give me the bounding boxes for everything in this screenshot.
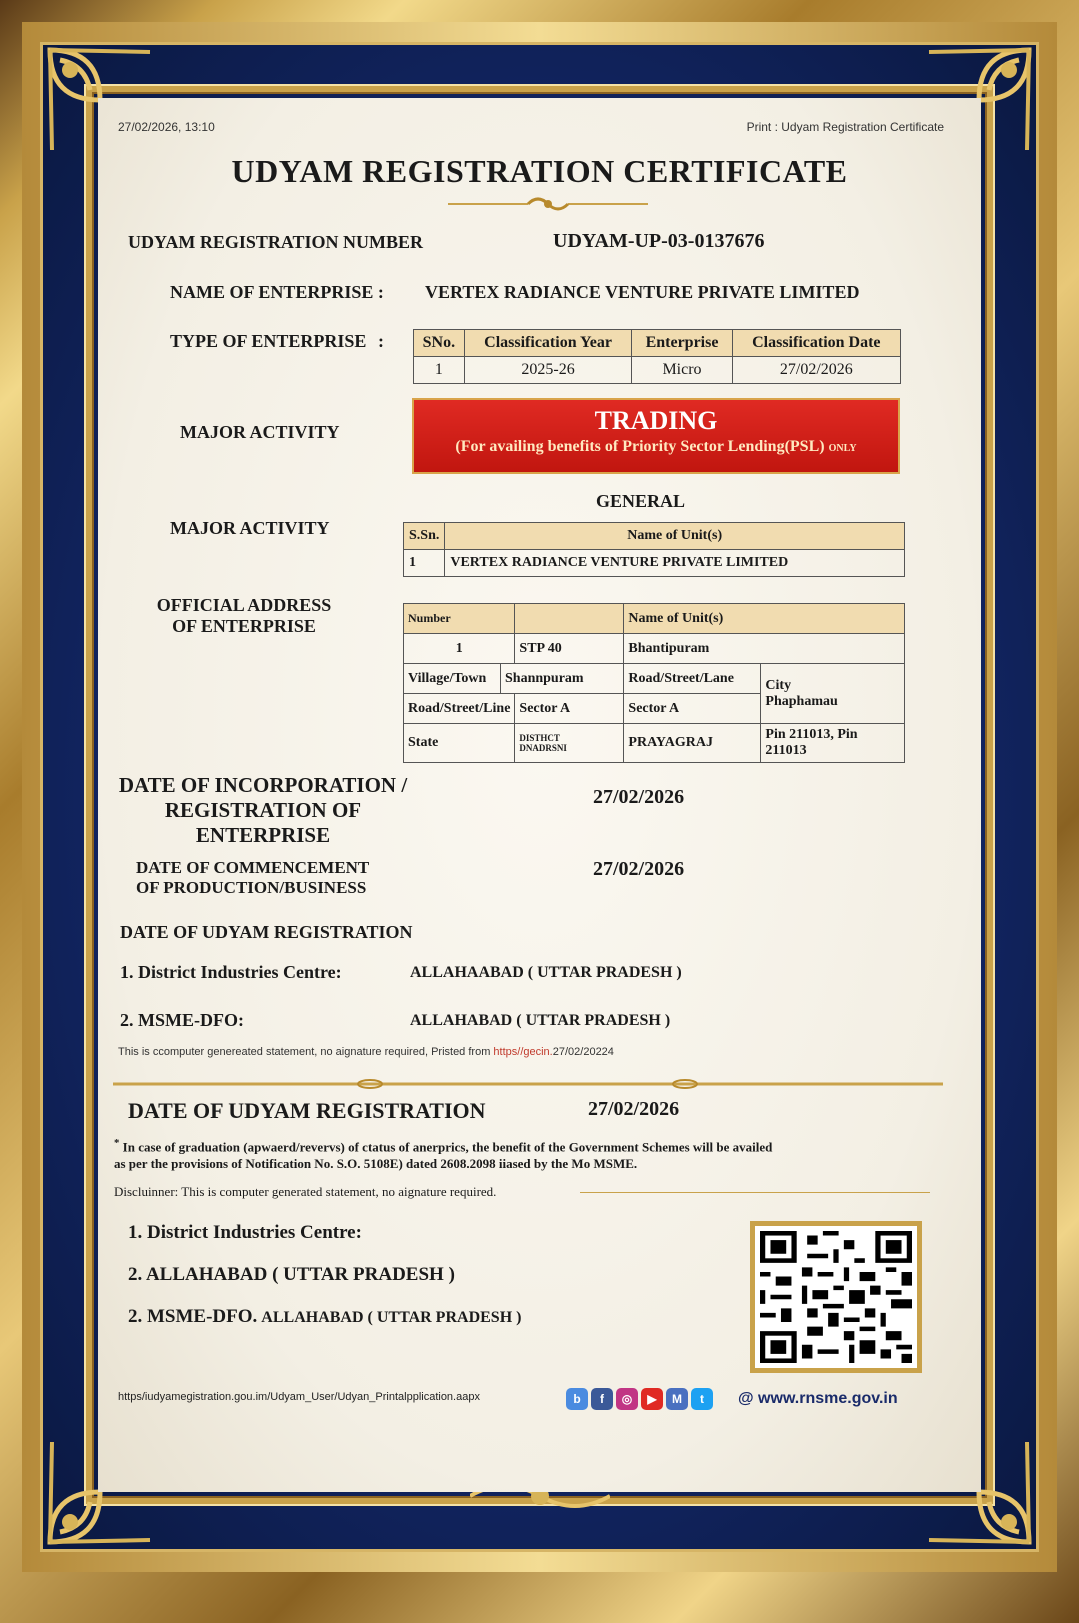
table-cell: VERTEX RADIANCE VENTURE PRIVATE LIMITED [445,550,905,577]
statement-date: 27/02/20224 [552,1046,614,1058]
type-of-enterprise-colon: : [378,331,384,351]
certificate-paper [98,98,981,1492]
table-cell: Shannpuram [501,664,624,694]
commencement-label-line1: DATE OF COMMENCEMENT [136,858,370,877]
disclaimer-rule [580,1192,930,1193]
address-table [403,603,905,763]
dic-label: 1. District Industries Centre: [120,962,342,982]
print-label: Print : Udyam Registration Certificate [746,120,944,134]
official-address-label-line1: OFFICIAL ADDRESS [156,595,332,615]
bottom-dfo-value: ALLAHABAD ( UTTAR PRADESH ) [261,1309,522,1326]
table-row [404,634,905,664]
table-cell: Micro [632,357,732,384]
table-cell: 2025-26 [464,357,632,384]
table-header: Name of Unit(s) [445,523,905,550]
bottom-dfo-label: 2. MSME-DFO. [128,1306,258,1327]
general-major-activity-label: MAJOR ACTIVITY [170,518,330,538]
classification-table [413,329,901,384]
table-header: Enterprise [632,330,732,357]
facebook-icon[interactable]: f [591,1388,613,1410]
table-cell: Sector A [515,694,624,724]
incorporation-label [113,773,413,848]
dic-value: ALLAHAABAD ( UTTAR PRADESH ) [410,964,682,981]
table-row [414,357,901,384]
incorporation-label-line1: DATE OF INCORPORATION / [118,773,408,797]
enterprise-name-value: VERTEX RADIANCE VENTURE PRIVATE LIMITED [425,282,860,302]
table-cell: STP 40 [515,634,624,664]
incorporation-label-line2: REGISTRATION OF [164,798,362,822]
table-row [404,550,905,577]
graduation-line1-text: In case of graduation (apwaerd/revervs) of ctatus of anerprics, the benefit of the Government Schemes will be availed [122,1139,773,1155]
incorporation-date: 27/02/2026 [593,786,685,808]
registration-number-value: UDYAM-UP-03-0137676 [553,230,765,252]
table-row [404,724,905,763]
table-row [404,664,905,694]
major-activity-label: MAJOR ACTIVITY [180,422,340,442]
table-header: Classification Year [464,330,632,357]
incorporation-label-line3: ENTERPRISE [195,823,331,847]
print-url[interactable]: https/iudyamegistration.gou.im/Udyam_User/Udyan_Printalpplication.aapx [118,1391,480,1403]
city-label: City [765,677,792,693]
trading-banner [412,398,900,474]
computer-statement [118,1046,614,1058]
table-cell: PRAYAGRAJ [624,724,761,763]
social-icons [566,1388,716,1410]
title-flourish-icon [448,194,648,214]
statement-link[interactable]: https//gecin. [493,1046,553,1058]
official-address-label-line2: OF ENTERPRISE [172,616,316,636]
b-icon[interactable]: b [566,1388,588,1410]
table-cell [515,724,624,763]
city-value: Phaphamau [765,693,838,709]
instagram-icon[interactable]: ◎ [616,1388,638,1410]
koo-icon[interactable]: M [666,1388,688,1410]
table-cell: 1 [404,550,445,577]
twitter-icon[interactable]: t [691,1388,713,1410]
registration-number-label: UDYAM REGISTRATION NUMBER [128,232,424,252]
commencement-label-line2: OF PRODUCTION/BUSINESS [136,878,367,897]
table-cell: 27/02/2026 [732,357,900,384]
table-header: SNo. [414,330,465,357]
table-header: Name of Unit(s) [624,604,905,634]
bottom-allahabad: 2. ALLAHABAD ( UTTAR PRADESH ) [128,1264,455,1285]
activity-value: TRADING [594,406,718,435]
table-cell: Pin 211013, Pin 211013 [761,724,905,763]
table-cell: State [404,724,515,763]
disclaimer: Discluinner: This is computer generated statement, no aignature required. [114,1184,497,1199]
graduation-note-line2: as per the provisions of Notification No. S.O. 5108E) dated 2608.2098 iiased by the Mo MSME. [114,1156,638,1172]
table-cell: Village/Town [404,664,501,694]
graduation-asterisk: * [114,1137,120,1149]
activity-note-only: ONLY [828,443,857,454]
table-cell: Sector A [624,694,761,724]
website-link[interactable]: @ www.rnsme.gov.in [738,1390,898,1407]
bottom-dfo [128,1306,521,1328]
table-cell: Bhantipuram [624,634,905,664]
table-cell: 1 [404,634,515,664]
graduation-note [114,1135,964,1172]
bottom-dic: 1. District Industries Centre: [128,1222,362,1243]
table-cell: Road/Street/Lane [624,664,761,694]
youtube-icon[interactable]: ▶ [641,1388,663,1410]
commencement-date: 27/02/2026 [593,858,685,880]
bottom-registration-date: 27/02/2026 [588,1098,680,1120]
activity-note-text: (For availing benefits of Priority Sector Lending(PSL) [455,438,825,455]
table-header: S.Sn. [404,523,445,550]
bottom-registration-heading: DATE OF UDYAM REGISTRATION [128,1098,486,1123]
page-title: UDYAM REGISTRATION CERTIFICATE [231,153,848,189]
qr-code-icon [760,1231,912,1363]
table-cell: 1 [414,357,465,384]
print-datetime: 27/02/2026, 13:10 [118,120,215,134]
type-of-enterprise-label: TYPE OF ENTERPRISE [170,331,367,351]
graduation-note-line1 [114,1135,964,1155]
qr-code [750,1221,922,1373]
table-header: Classification Date [732,330,900,357]
dfo-label: 2. MSME-DFO: [120,1010,244,1030]
official-address-label [140,595,348,637]
section-divider-icon [113,1076,943,1086]
general-heading: GENERAL [595,491,685,511]
units-table [403,522,905,577]
udyam-registration-heading: DATE OF UDYAM REGISTRATION [120,922,413,942]
table-header: Number [404,604,515,634]
enterprise-name-label: NAME OF ENTERPRISE : [170,282,384,302]
activity-note [414,436,898,456]
dfo-value: ALLAHABAD ( UTTAR PRADESH ) [410,1012,671,1029]
district-label-2: DNADRSNI [519,743,567,753]
table-header [515,604,624,634]
commencement-label [136,858,369,898]
table-cell: Road/Street/Line [404,694,515,724]
district-label-1: DISTHCT [519,733,560,743]
table-cell [761,664,905,724]
statement-prefix: This is ccomputer genereated statement, no aignature required, Pristed from [118,1046,494,1058]
